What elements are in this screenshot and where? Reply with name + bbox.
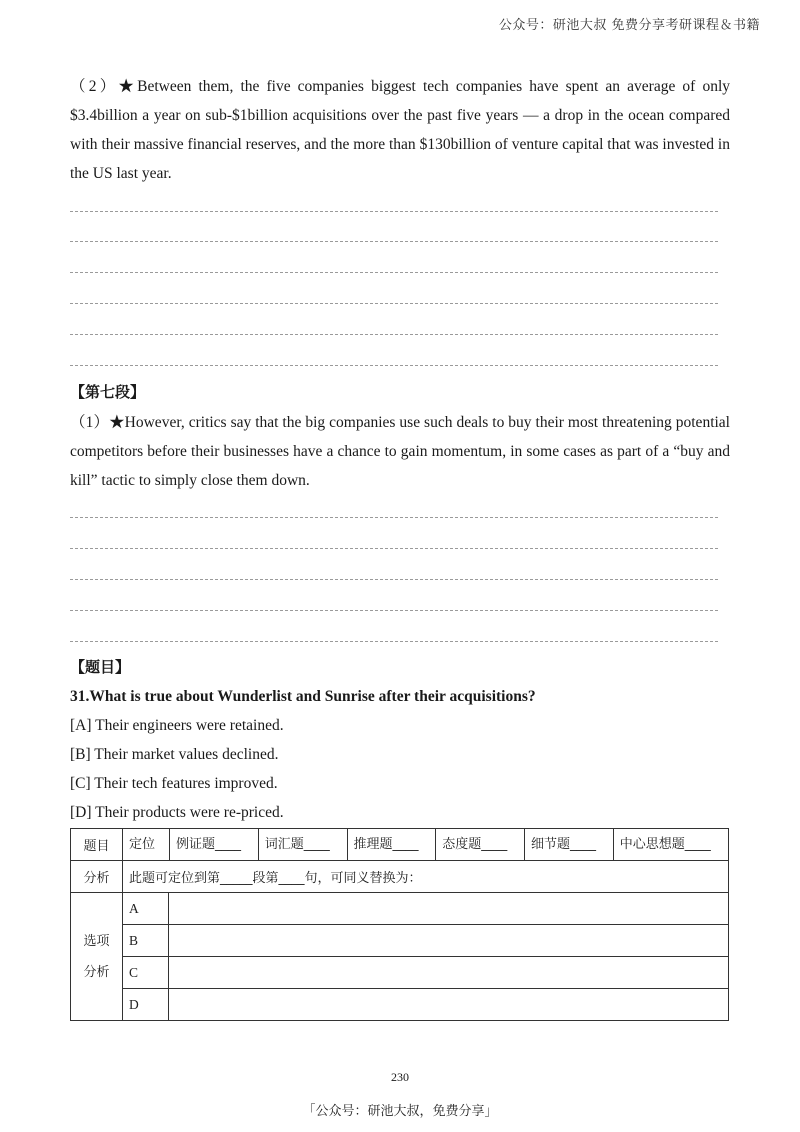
option-b: [B] Their market values declined. — [70, 746, 279, 763]
option-row-d — [71, 989, 729, 1021]
question-type-row — [71, 829, 729, 861]
answer-line — [70, 610, 718, 611]
type-inference[interactable]: 推理题____ — [348, 829, 437, 860]
option-answer-d[interactable] — [169, 989, 729, 1021]
options-label-line-1: 选项 — [83, 933, 110, 949]
option-row-c — [71, 957, 729, 989]
option-letter-b: B — [123, 925, 169, 957]
answer-line — [70, 303, 718, 304]
option-a: [A] Their engineers were retained. — [70, 717, 284, 734]
option-d: [D] Their products were re-priced. — [70, 804, 284, 821]
answer-line — [70, 517, 718, 518]
section-7-paragraph-1: （1）★However, critics say that the big companies use such deals to buy their most threatening potential competitors before their businesses have a chance to gain momentum, in some cases as part of a “buy and kill” tactic to simply close them down. — [70, 414, 730, 489]
row-label-question: 题目 — [71, 829, 123, 861]
type-attitude[interactable]: 态度题____ — [436, 829, 525, 860]
section-title-7: 【第七段】 — [70, 385, 146, 401]
row-label-analysis: 分析 — [71, 861, 123, 893]
type-vocabulary[interactable]: 词汇题____ — [259, 829, 348, 860]
type-locate: 定位 — [123, 829, 170, 860]
answer-line — [70, 241, 718, 242]
answer-line — [70, 272, 718, 273]
option-letter-a: A — [123, 893, 169, 925]
option-letter-c: C — [123, 957, 169, 989]
option-c: [C] Their tech features improved. — [70, 775, 278, 792]
answer-line — [70, 641, 718, 642]
option-row-b — [71, 925, 729, 957]
answer-line — [70, 548, 718, 549]
page-number: 230 — [391, 1070, 409, 1084]
page-footer: 「公众号：研池大叔，免费分享」 — [302, 1104, 498, 1119]
type-main-idea[interactable]: 中心思想题____ — [619, 837, 711, 852]
options-label-line-2: 分析 — [83, 964, 110, 980]
answer-line — [70, 365, 718, 366]
option-letter-d: D — [123, 989, 169, 1021]
type-detail[interactable]: 细节题____ — [525, 829, 614, 860]
answer-line — [70, 211, 718, 212]
question-type-cells — [123, 829, 729, 861]
option-row-a — [71, 893, 729, 925]
answer-line — [70, 334, 718, 335]
option-answer-c[interactable] — [169, 957, 729, 989]
analysis-locate-text[interactable]: 此题可定位到第_____段第____句，可同义替换为： — [123, 861, 729, 893]
answer-line — [70, 579, 718, 580]
paragraph-2: （2）★Between them, the five companies biggest tech companies have spent an average of only $3.4billion a year on sub-$1billion acquisitions over the past five years — a drop in the ocean compared with their massive financial reserves, and the more than $130billion of venture capital that was invested in the US last year. — [70, 78, 730, 182]
question-section-title: 【题目】 — [70, 660, 131, 676]
page-header: 公众号：研池大叔 免费分享考研课程＆书籍 — [498, 18, 760, 33]
type-example[interactable]: 例证题____ — [170, 829, 259, 860]
question-text: 31.What is true about Wunderlist and Sunrise after their acquisitions? — [70, 688, 536, 705]
options-analysis-label — [71, 893, 123, 1021]
option-answer-b[interactable] — [169, 925, 729, 957]
analysis-table — [70, 828, 729, 1021]
option-answer-a[interactable] — [169, 893, 729, 925]
analysis-row — [71, 861, 729, 893]
